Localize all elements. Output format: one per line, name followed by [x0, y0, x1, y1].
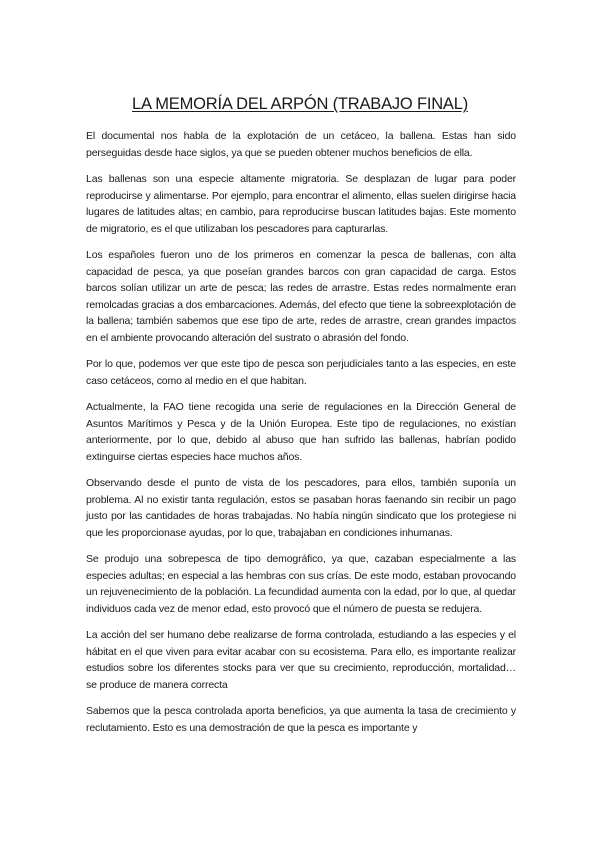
- document-title: LA MEMORÍA DEL ARPÓN (TRABAJO FINAL): [131, 95, 468, 113]
- paragraph: El documental nos habla de la explotación de un cetáceo, la ballena. Estas han sido perseguidas desde hace siglos, ya que se pueden obtener muchos beneficios de ella.: [86, 130, 516, 159]
- paragraph: Por lo que, podemos ver que este tipo de pesca son perjudiciales tanto a las especies, en este caso cetáceos, como al medio en el que habitan.: [86, 358, 516, 387]
- paragraph: Los españoles fueron uno de los primeros en comenzar la pesca de ballenas, con alta capacidad de pesca, ya que poseían grandes barcos con gran capacidad de carga. Estos barcos solían utilizar un arte de pesca; las redes de arrastre. Estas redes normalmente eran remolcadas gracias a dos embarcaciones. Además, del efecto que tiene la sobreexplotación de la ballena; también sabemos que ese tipo de arte, redes de arrastre, crean grandes impactos en el ambiente provocando alteración del sustrato o abrasión del fondo.: [86, 249, 516, 344]
- paragraph: Las ballenas son una especie altamente migratoria. Se desplazan de lugar para poder reproducirse y alimentarse. Por ejemplo, para encontrar el alimento, ellas suelen dirigirse hacia lugares de latitudes altas; en cambio, para reproducirse buscan latitudes bajas. Este momento de migratorio, es el que utilizaban los pescadores para capturarlas.: [86, 173, 516, 235]
- document-body: [86, 128, 516, 746]
- paragraph: La acción del ser humano debe realizarse de forma controlada, estudiando a las especies y el hábitat en el que viven para evitar acabar con su ecosistema. Para ello, es importante realizar estudios sobre los diferentes stocks para ver que su crecimiento, reproducción, mortalidad… se produce de manera correcta: [86, 629, 516, 691]
- paragraph: Observando desde el punto de vista de los pescadores, para ellos, también suponía un problema. Al no existir tanta regulación, estos se pasaban horas faenando sin recibir un pago justo por las cantidades de horas trabajadas. No había ningún sindicato que los protegiese ni que les proporcionase ayudas, por lo que, trabajaban en condiciones inhumanas.: [86, 477, 516, 539]
- paragraph: Se produjo una sobrepesca de tipo demográfico, ya que, cazaban especialmente a las especies adultas; en especial a las hembras con sus crías. De este modo, estaban provocando un rejuvenecimiento de la población. La fecundidad aumenta con la edad, por lo que, al quedar individuos cada vez de menor edad, esto provocó que el número de puesta se redujera.: [86, 553, 516, 615]
- paragraph: Sabemos que la pesca controlada aporta beneficios, ya que aumenta la tasa de crecimiento y reclutamiento. Esto es una demostración de que la pesca es importante y: [86, 705, 516, 734]
- paragraph: Actualmente, la FAO tiene recogida una serie de regulaciones en la Dirección General de Asuntos Marítimos y Pesca y de la Unión Europea. Este tipo de regulaciones, no existían anteriormente, por lo que, debido al abuso que han sufrido las ballenas, habrían podido extinguirse ciertas especies hace muchos años.: [86, 401, 516, 463]
